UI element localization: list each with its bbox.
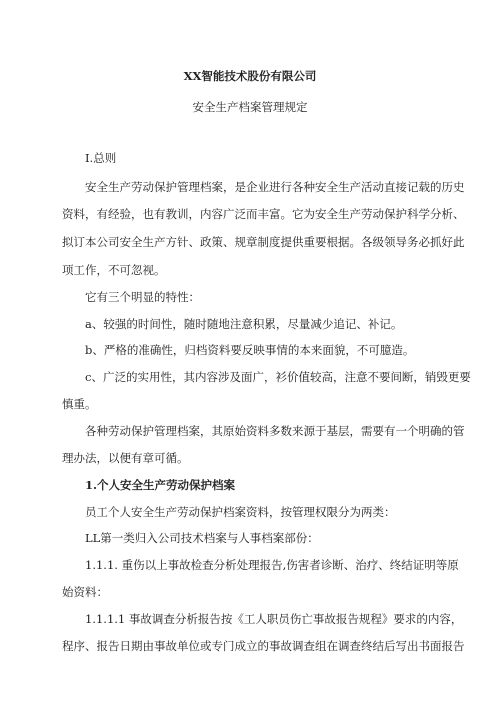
paragraph-line: 理办法，以便有章可循。 [62, 451, 189, 465]
paragraph-line: 始资料： [62, 585, 108, 599]
paragraph-line: 资料，有经验，也有教训，内容广泛而丰富。它为安全生产劳动保护科学分析、 [62, 207, 465, 221]
section-heading-personal-archive: 1.个人安全生产劳动保护档案 [85, 478, 236, 492]
paragraph-line: 它有三个明显的特性： [85, 290, 200, 304]
company-title: XX智能技术股份有限公司 [183, 69, 317, 83]
paragraph-line: 1.1.1. 重伤以上事故检查分析处理报告,伤害者诊断、治疗、终结证明等原 [85, 558, 459, 572]
list-item: b、严格的准确性，归档资料要反映事情的本来面貌，不可臆造。 [85, 343, 415, 357]
list-item: c、广泛的实用性，其内容涉及面广，衫价值较高，注意不要间断，销毁更要 [85, 370, 471, 384]
paragraph-line: 安全生产劳动保护管理档案，是企业进行各种安全生产活动直接记载的历史 [85, 180, 465, 194]
paragraph-line: 慎重。 [62, 397, 97, 411]
paragraph-line: 员工个人安全生产劳动保护档案资料，按管理权限分为两类： [85, 505, 396, 519]
document-title: 安全生产档案管理规定 [192, 100, 308, 114]
paragraph-line: LL第一类归入公司技术档案与人事档案部份： [85, 531, 319, 545]
paragraph-line: 1.1.1.1 事故调查分析报告按《工人职员伤亡事故报告规程》要求的内容， [85, 612, 463, 626]
paragraph-line: 项工作，不可忽视。 [62, 263, 166, 277]
section-heading-general: I.总则 [85, 151, 117, 165]
paragraph-line: 程序、报告日期由事故单位或专门成立的事故调查组在调查终结后写出书面报告 [62, 639, 465, 653]
paragraph-line: 各种劳动保护管理档案，其原始资料多数来源于基层，需要有一个明确的管 [85, 424, 465, 438]
list-item: a、较强的时间性，随时随地注意积累，尽量减少追记、补记。 [85, 317, 403, 331]
paragraph-line: 拟订本公司安全生产方针、政策、规章制度提供重要根据。各级领导务必抓好此 [62, 235, 465, 249]
